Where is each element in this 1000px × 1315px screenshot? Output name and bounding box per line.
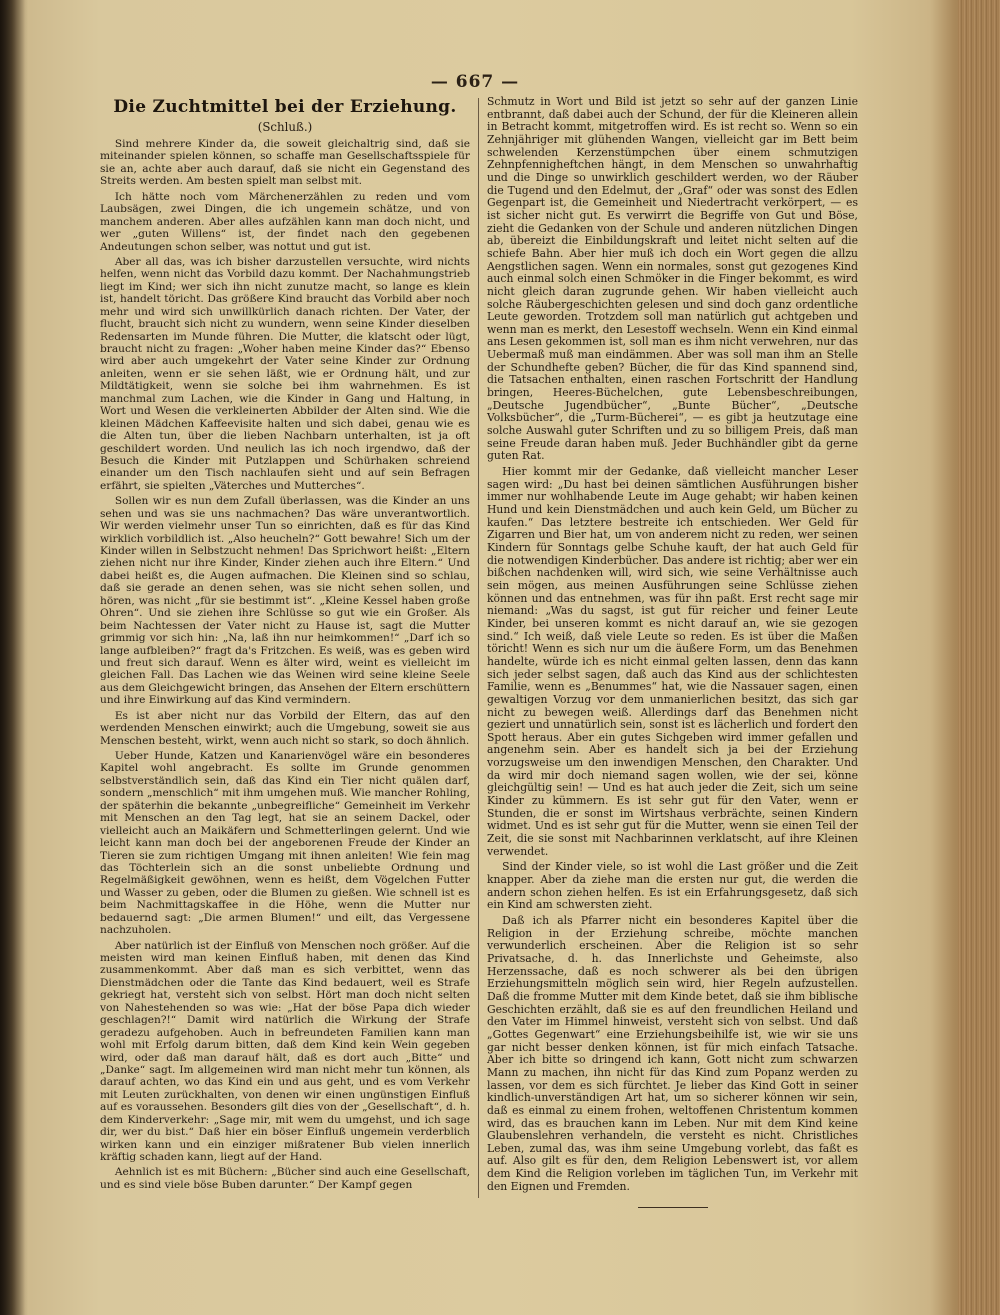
paragraph: Hier kommt mir der Gedanke, daß vielleicht mancher Leser sagen wird: „Du hast bei deinen sämtlichen Ausführungen bisher immer nur wohlhabende Leute im Auge gehabt; wir haben keinen Hund und kein Dienstmädchen und auch kein Geld, um Bücher zu kaufen.“ Das letztere bestreite ich entschieden. Wer Geld für Zigarren und Bier hat, um von anderem nicht zu reden, wer seinen Kindern für Sonntags gelbe Schuhe kauft, der hat auch Geld für die notwendigen Kinderbücher. Das andere ist richtig; aber wer ein bißchen nachdenken will, wird sich, wie seine Verhältnisse auch sein mögen, aus meinen Ausführungen seine Schlüsse ziehen können und das entnehmen, was für ihn paßt. Erst recht sage mir niemand: „Was du sagst, ist gut für reicher und feiner Leute Kinder, bei unseren kommt es nicht darauf an, wie sie gezogen sind.“ Ich weiß, daß viele Leute so reden. Es ist über die Maßen töricht! Wenn es sich nur um die äußere Form, um das Benehmen handelte, würde ich es nicht einmal gelten lassen, denn das kann sich jeder selbst sagen, daß auch das Kind aus der schlichtesten Familie, wenn es „Benummes“ hat, wie die Nassauer sagen, einen gewaltigen Vorzug vor dem unmanierlichen besitzt, das sich gar nicht zu bewegen weiß. Allerdings darf das Benehmen nicht geziert und unnatürlich sein, sonst ist es lächerlich und fordert den Spott heraus. Aber ein gutes Sichgeben wird immer gefallen und angenehm sein. Aber es handelt sich ja bei der Erziehung vorzugsweise um den inwendigen Menschen, den Charakter. Und da wird mir doch niemand sagen wollen, wie der sei, könne gleichgültig sein! — Und es hat auch jeder die Zeit, sich um seine Kinder zu kümmern. Es ist sehr gut für den Vater, wenn er Stunden, die er sonst im Wirtshaus verbrächte, seinen Kindern widmet. Und es ist sehr gut für die Mutter, wenn sie einen Teil der Zeit, die sie sonst mit Nachbarinnen verklatscht, auf ihre Kleinen verwendet. — [487, 465, 858, 858]
paragraph: Ich hätte noch vom Märchenerzählen zu reden und vom Laubsägen, zwei Dingen, die ich ungemein schätze, und von manchem anderen. Aber alles aufzählen kann man doch nicht, und wer „guten Willens“ ist, der findet nach den gegebenen Andeutungen schon selber, was nottut und gut ist. — [100, 190, 470, 253]
article-subtitle: (Schluß.) — [257, 120, 313, 134]
paragraph: Schmutz in Wort und Bild ist jetzt so sehr auf der ganzen Linie entbrannt, daß dabei auch der Schund, der für die Kleineren allein in Betracht kommt, mitgetroffen wird. Es ist recht so. Wenn so ein Zehnjähriger mit glühenden Wangen, vielleicht gar im Bett beim schwelenden Kerzenstümpchen über einem schmutzigen Zehnpfennigheftchen hängt, in dem Menschen so unwahrhaftig und die Dinge so unwirklich geschildert werden, wo der Räuber die Tugend und den Edelmut, der „Graf“ oder was sonst des Edlen Gegenpart ist, die Gemeinheit und Niedertracht verkörpert, — es ist sicher nicht gut. Es verwirrt die Begriffe von Gut und Böse, zieht die Gedanken von der Schule und anderen nützlichen Dingen ab, übereizt die Einbildungskraft und leitet nicht selten auf die schiefe Bahn. Aber hier muß ich doch ein Wort gegen die allzu Aengstlichen sagen. Wenn ein normales, sonst gut gezogenes Kind auch einmal solch einen Schmöker in die Finger bekommt, es wird nicht gleich daran zugrunde gehen. Wir haben vielleicht auch solche Räubergeschichten gelesen und sind doch ganz ordentliche Leute geworden. Trotzdem soll man natürlich gut achtgeben und wenn man es merkt, den Lesestoff wechseln. Wenn ein Kind einmal ans Lesen gekommen ist, soll man es ihm nicht verwehren, nur das Uebermaß muß man eindämmen. Aber was soll man ihm an Stelle der Schundhefte geben? Bücher, die für das Kind spannend sind, die Tatsachen enthalten, einen raschen Fortschritt der Handlung bringen, Heeres-Büchelchen, gute Lebensbeschreibungen, „Deutsche Jugendbücher“, „Bunte Bücher“, „Deutsche Volksbücher“, die „Turm-Bücherei“, — es gibt ja heutzutage eine solche Auswahl guter Schriften und zu so billigem Preis, daß man seine Freude daran haben muß. Jeder Buchhändler gibt da gerne guten Rat. — [487, 95, 858, 463]
paragraph: Ueber Hunde, Katzen und Kanarienvögel wäre ein besonderes Kapitel wohl angebracht. Es sollte im Grunde genommen selbstverständlich sein, daß das Kind ein Tier nicht quälen darf, sondern „menschlich“ mit ihm umgehen muß. Wie mancher Rohling, der späterhin die bekannte „unbegreifliche“ Gemeinheit im Verkehr mit Menschen an den Tag legt, hat sie an seinem Dackel, oder vielleicht auch an Maikäfern und Schmetterlingen gelernt. Und wie leicht kann man doch bei der angeborenen Freude der Kinder an Tieren sie zum richtigen Umgang mit ihnen anleiten! Wie fein mag das Töchterlein sich an die sonst unbeliebte Ordnung und Regelmäßigkeit gewöhnen, wenn es heißt, dem Vögelchen Futter und Wasser zu geben, oder die Blumen zu gießen. Wie schnell ist es beim Nachmittagskaffee in die Höhe, wenn die Mutter nur bedauernd sagt: „Die armen Blumen!“ und eilt, das Vergessene nachzuholen. — [100, 750, 470, 937]
page-edges — [958, 0, 1000, 1315]
paragraph: Es ist aber nicht nur das Vorbild der Eltern, das auf den werdenden Menschen einwirkt; auch die Umgebung, soweit sie aus Menschen besteht, wirkt, wenn auch nicht so stark, so doch ähnlich. — [100, 709, 470, 747]
paragraph: Aber all das, was ich bisher darzustellen versuchte, wird nichts helfen, wenn nicht das Vorbild dazu kommt. Der Nachahmungstrieb liegt im Kind; wer sich ihn nicht zunutze macht, so lange es klein ist, handelt töricht. Das größere Kind braucht das Vorbild aber noch mehr und wird sich unwillkürlich danach richten. Der Vater, der flucht, braucht sich nicht zu wundern, wenn seine Kinder dieselben Redensarten im Munde führen. Die Mutter, die klatscht oder lügt, braucht nicht zu fragen: „Woher haben meine Kinder das?“ Ebenso wird aber auch umgekehrt der Vater seine Kinder zur Ordnung anleiten, wenn er sie sehen läßt, wie er Ordnung hält, und zur Mildtätigkeit, wenn sie solche bei ihm wahrnehmen. Es ist manchmal zum Lachen, wie die Kinder in Gang und Haltung, in Wort und Wesen die verkleinerten Abbilder der Alten sind. Wie die kleinen Mädchen Kaffeevisite halten und sich dabei, genau wie es die Alten tun, über die lieben Nachbarn unterhalten, ist ja oft geschildert worden. Und neulich las ich noch irgendwo, daß der Besuch die Kinder mit Putzlappen und Schürhaken schreiend einander um den Tisch nachlaufen sieht und auf sein Befragen erfährt, sie spielten „Väterches und Mutterches“. — [100, 255, 470, 492]
end-rule — [638, 1207, 708, 1208]
paragraph: Aber natürlich ist der Einfluß von Menschen noch größer. Auf die meisten wird man keinen Einfluß haben, mit denen das Kind zusammenkommt. Aber daß man es sich verbittet, wenn das Dienstmädchen oder die Tante das Kind bedauert, weil es Strafe gekriegt hat, versteht sich von selbst. Hört man doch nicht selten von Nahestehenden so was wie: „Hat der böse Papa dich wieder geschlagen?!“ Damit wird natürlich die Wirkung der Strafe geradezu aufgehoben. Auch in befreundeten Familien kann man wohl mit Erfolg darum bitten, daß dem Kind kein Wein gegeben wird, oder daß man darauf hält, daß es dort auch „Bitte“ und „Danke“ sagt. Im allgemeinen wird man nicht mehr tun können, als darauf achten, wo das Kind ein und aus geht, und es vom Verkehr mit Leuten zurückhalten, von denen wir einen ungünstigen Einfluß auf es voraussehen. Besonders gilt dies von der „Gesellschaft“, d. h. dem Kinderverkehr: „Sage mir, mit wem du umgehst, und ich sage dir, wer du bist.“ Daß hier ein böser Einfluß ungemein verderblich wirken kann und ein einziger mißratener Bub vielen innerlich kräftig schaden kann, liegt auf der Hand. — [100, 939, 470, 1163]
column-divider — [478, 98, 479, 1198]
right-column — [487, 96, 858, 1208]
page-number: — 667 — — [430, 72, 520, 92]
paragraph: Sollen wir es nun dem Zufall überlassen, was die Kinder an uns sehen und was sie uns nachmachen? Das wäre unverantwortlich. Wir werden vielmehr unser Tun so einrichten, daß es für das Kind wirklich vorbildlich ist. „Also heucheln?“ Gott bewahre! Sich um der Kinder willen in Selbstzucht nehmen! Das Sprichwort heißt: „Eltern ziehen nicht nur ihre Kinder, Kinder ziehen auch ihre Eltern.“ Und dabei heißt es, die Augen aufmachen. Die Kleinen sind so schlau, daß sie gerade an denen sehen, was sie nicht sehen sollen, und hören, was nicht „für sie bestimmt ist“. „Kleine Kessel haben große Ohren“. Und sie ziehen ihre Schlüsse so gut wie ein Großer. Als beim Nachtessen der Vater nicht zu Hause ist, sagt die Mutter grimmig vor sich hin: „Na, laß ihn nur heimkommen!“ „Darf ich so lange aufbleiben?“ fragt da's Fritzchen. Es weiß, was es geben wird und freut sich darauf. Wenn es älter wird, weint es vielleicht im gleichen Fall. Das Lachen wie das Weinen wird seine kleine Seele aus dem Gleichgewicht bringen, das Ansehen der Eltern erschüttern und ihre Einwirkung auf das Kind vermindern. — [100, 495, 470, 707]
left-column — [100, 96, 470, 1194]
book-spine-shadow — [0, 0, 28, 1315]
paragraph: Daß ich als Pfarrer nicht ein besonderes Kapitel über die Religion in der Erziehung schreibe, möchte manchen verwunderlich erscheinen. Aber die Religion ist so sehr Privatsache, d. h. das Innerlichste und Geheimste, also Herzenssache, daß es noch schwerer als bei den übrigen Erziehungsmitteln möglich sein wird, hier Regeln aufzustellen. Daß die fromme Mutter mit dem Kinde betet, daß sie ihm biblische Geschichten erzählt, daß sie es auf den freundlichen Heiland und den Vater im Himmel hinweist, versteht sich von selbst. Und daß „Gottes Gegenwart“ eine Erziehungsbeihilfe ist, wie wir sie uns gar nicht besser denken können, ist für mich einfach Tatsache. Aber ich bitte so dringend ich kann, Gott nicht zum schwarzen Mann zu machen, ihn nicht für das Kind zum Popanz werden zu lassen, vor dem es sich fürchtet. Je lieber das Kind Gott in seiner kindlich-unverständigen Art hat, um so sicherer können wir sein, daß es einmal zu einem frohen, weltoffenen Christentum kommen wird, das es brauchen kann im Leben. Nur mit dem Kind keine Glaubenslehren verhandeln, die versteht es nicht. Christliches Leben, zumal das, was ihm seine Umgebung vorlebt, das faßt es auf. Also gilt es für den, dem Religion Lebenswert ist, vor allem dem Kind die Religion vorleben im täglichen Tun, im Verkehr mit den Eignen und Fremden. — [487, 914, 858, 1193]
article-title: Die Zuchtmittel bei der Erziehung. — [113, 97, 457, 117]
paragraph: Aehnlich ist es mit Büchern: „Bücher sind auch eine Gesellschaft, und es sind viele böse Buben darunter.“ Der Kampf gegen — [100, 1166, 470, 1191]
paragraph: Sind der Kinder viele, so ist wohl die Last größer und die Zeit knapper. Aber da ziehe man die ersten nur gut, die werden die andern schon ziehen helfen. Es ist ein Erfahrungsgesetz, daß sich ein Kind am schwersten zieht. — [487, 860, 858, 912]
paragraph: Sind mehrere Kinder da, die soweit gleichaltrig sind, daß sie miteinander spielen können, so schaffe man Gesellschaftsspiele für sie an, achte aber auch darauf, daß sie nicht ein Gegenstand des Streits werden. Am besten spielt man selbst mit. — [100, 138, 470, 188]
